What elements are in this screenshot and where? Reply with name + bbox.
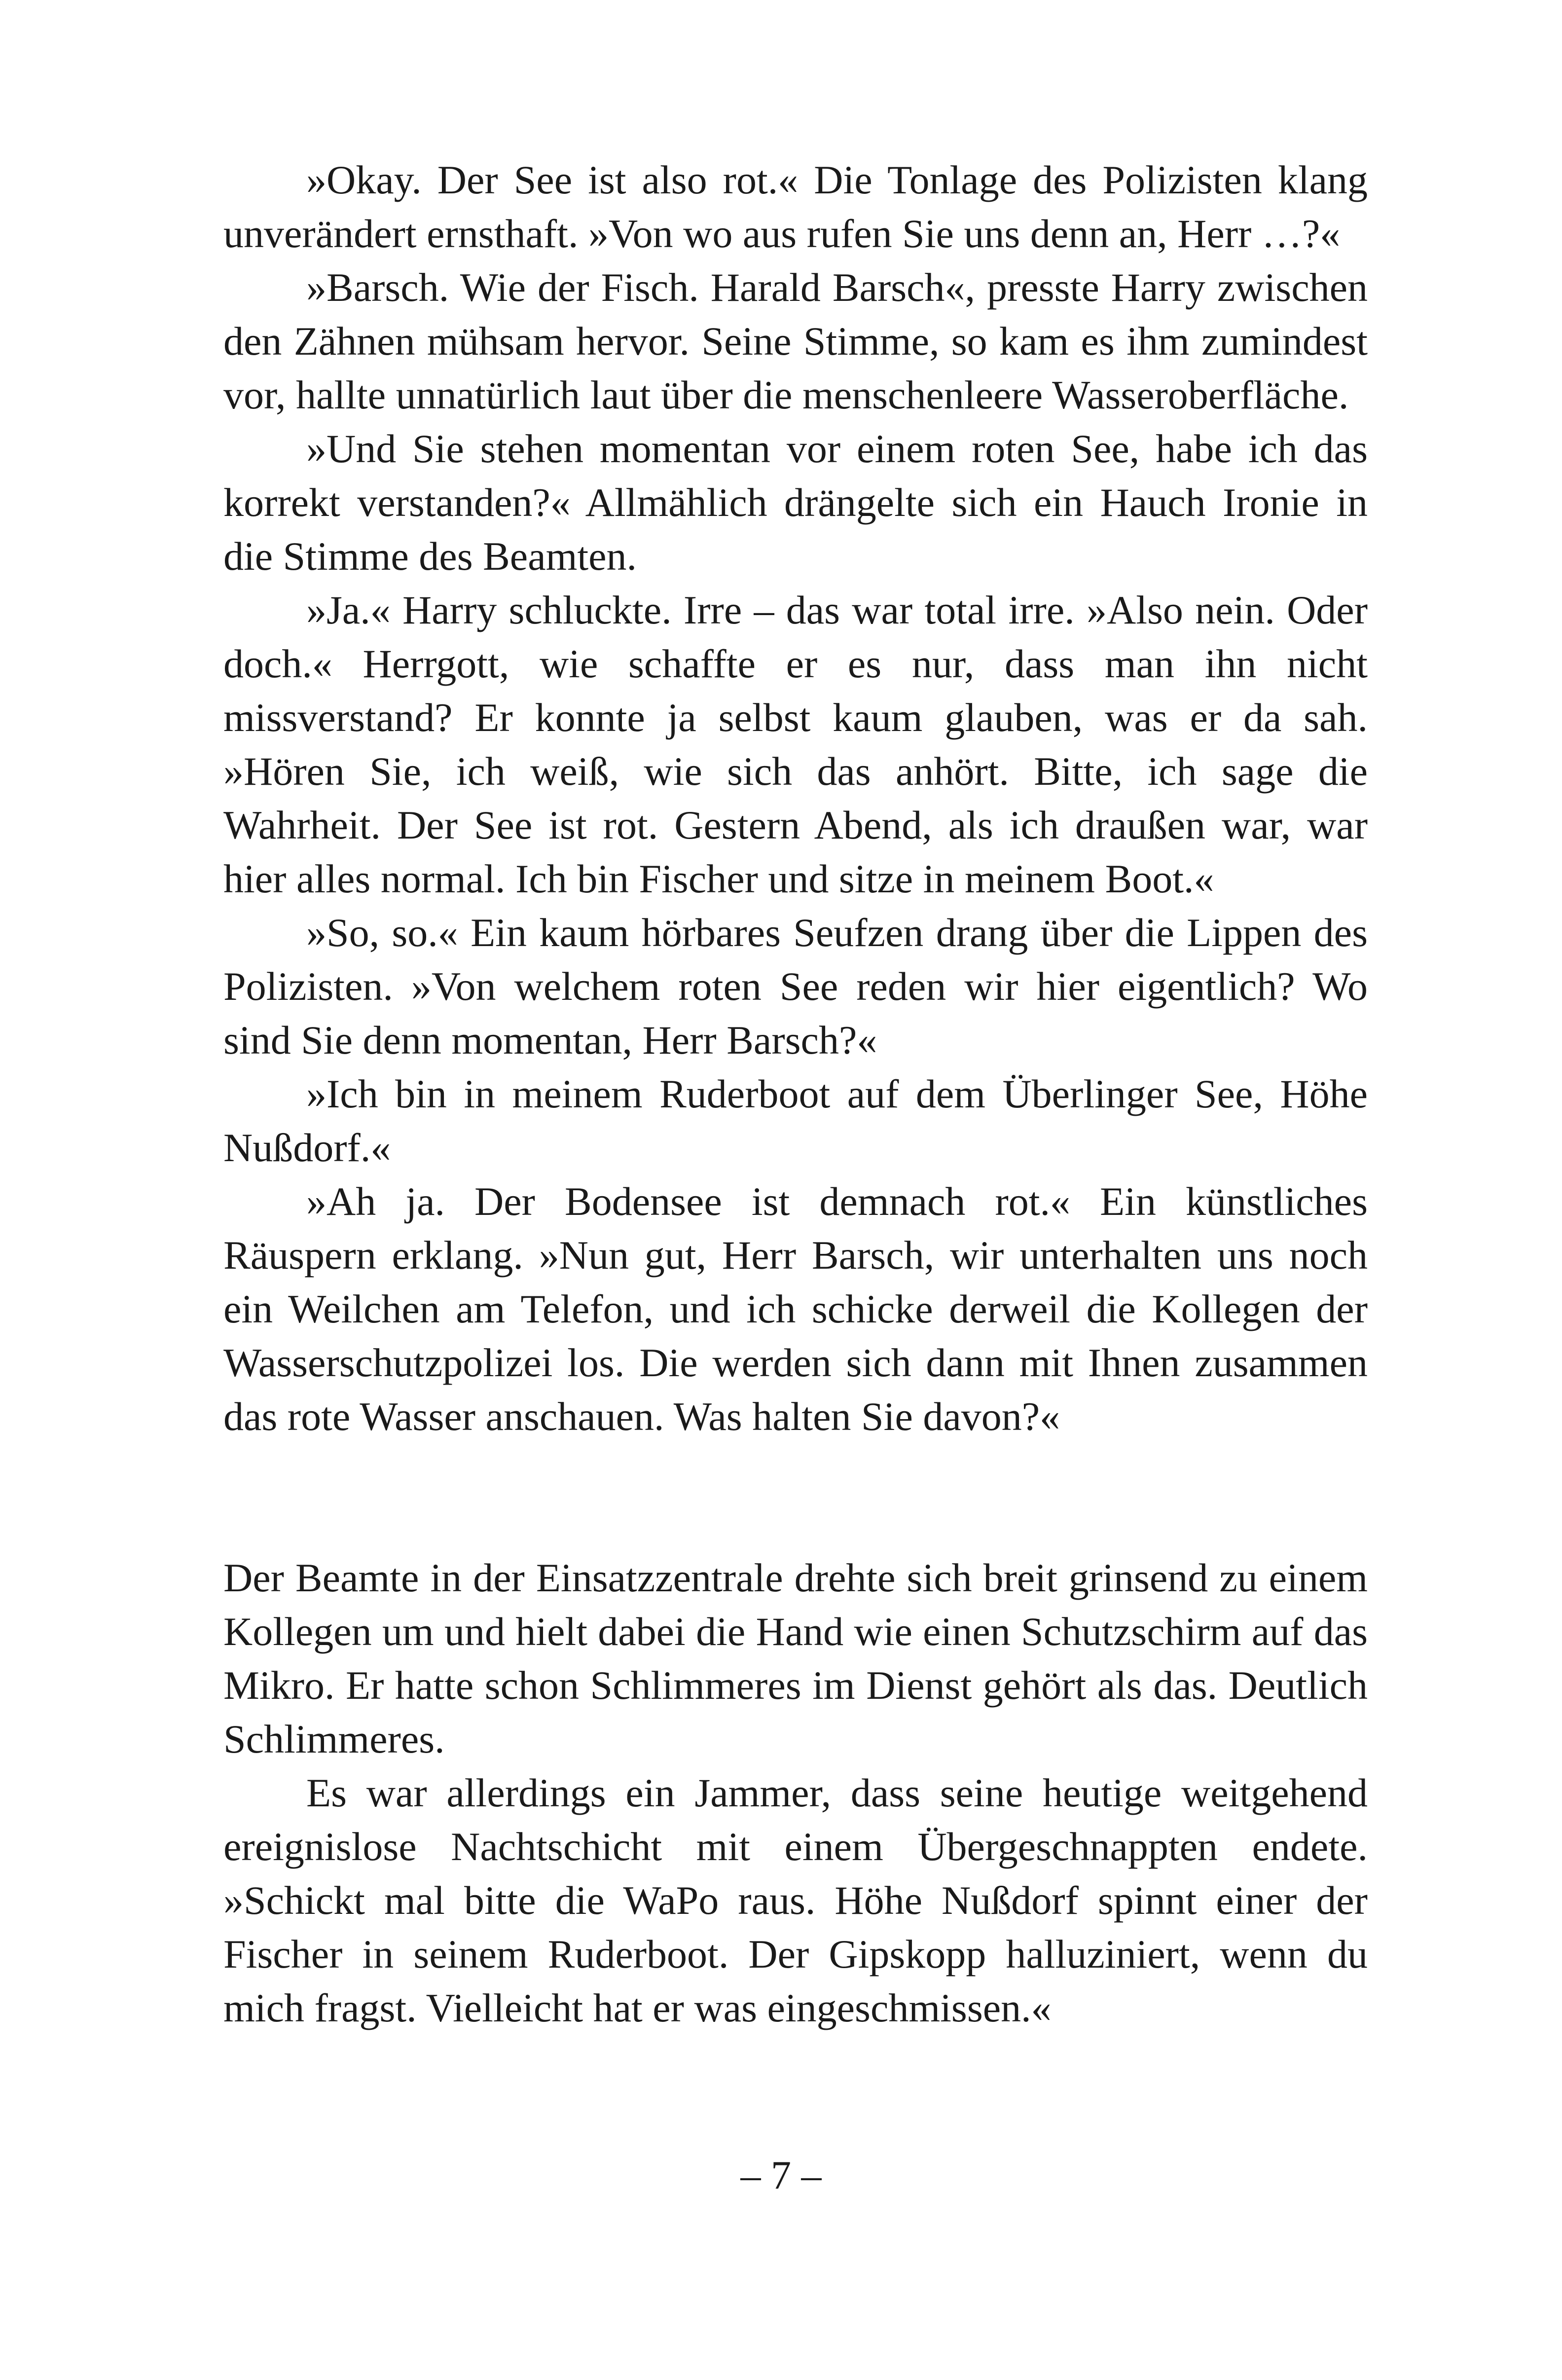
paragraph: »Ah ja. Der Bodensee ist demnach rot.« Ein künstliches Räuspern erklang. »Nun gut, Herr Barsch, wir unterhalten uns noch ein Weilchen am Telefon, und ich schicke derweil die Kollegen der Wasserschutzpolizei los. Die werden sich dann mit Ihnen zusammen das rote Wasser anschauen. Was halten Sie davon?« [223, 1179, 1368, 1439]
paragraph: »Okay. Der See ist also rot.« Die Tonlage des Polizisten klang unverändert ernsthaft. »Von wo aus rufen Sie uns denn an, Herr …?« [223, 157, 1368, 256]
paragraph: »Und Sie stehen momentan vor einem roten See, habe ich das korrekt verstanden?« Allmählich drängelte sich ein Hauch Ironie in die Stimme des Beamten. [223, 426, 1368, 579]
section-break [223, 1443, 1368, 1551]
paragraph: Der Beamte in der Einsatzzentrale drehte sich breit grinsend zu einem Kollegen um und hielt dabei die Hand wie einen Schutzschirm auf das Mikro. Er hatte schon Schlimmeres im Dienst gehört als das. Deutlich Schlimmeres. [223, 1555, 1368, 1761]
paragraph: »Ich bin in meinem Ruderboot auf dem Überlinger See, Höhe Nußdorf.« [223, 1071, 1368, 1170]
paragraph: »So, so.« Ein kaum hörbares Seufzen drang über die Lippen des Polizisten. »Von welchem roten See reden wir hier eigentlich? Wo sind Sie denn momentan, Herr Barsch?« [223, 910, 1368, 1062]
paragraph: »Barsch. Wie der Fisch. Harald Barsch«, presste Harry zwischen den Zähnen mühsam hervor. Seine Stimme, so kam es ihm zumindest vor, hallte unnatürlich laut über die menschenleere Wasseroberfläche. [223, 265, 1368, 417]
paragraph: »Ja.« Harry schluckte. Irre – das war total irre. »Also nein. Oder doch.« Herrgott, wie schaffte er es nur, dass man ihn nicht missverstand? Er konnte ja selbst kaum glauben, was er da sah. »Hören Sie, ich weiß, wie sich das anhört. Bitte, ich sage die Wahrheit. Der See ist rot. Gestern Abend, als ich draußen war, war hier alles normal. Ich bin Fischer und sitze in meinem Boot.« [223, 587, 1368, 901]
paragraph: Es war allerdings ein Jammer, dass seine heutige weitgehend ereignislose Nachtschicht mit einem Übergeschnappten endete. »Schickt mal bitte die WaPo raus. Höhe Nußdorf spinnt einer der Fischer in seinem Ruderboot. Der Gipskopp halluziniert, wenn du mich fragst. Vielleicht hat er was eingeschmissen.« [223, 1770, 1368, 2030]
page-body [223, 153, 1368, 2035]
page-number: – 7 – [740, 2153, 822, 2197]
